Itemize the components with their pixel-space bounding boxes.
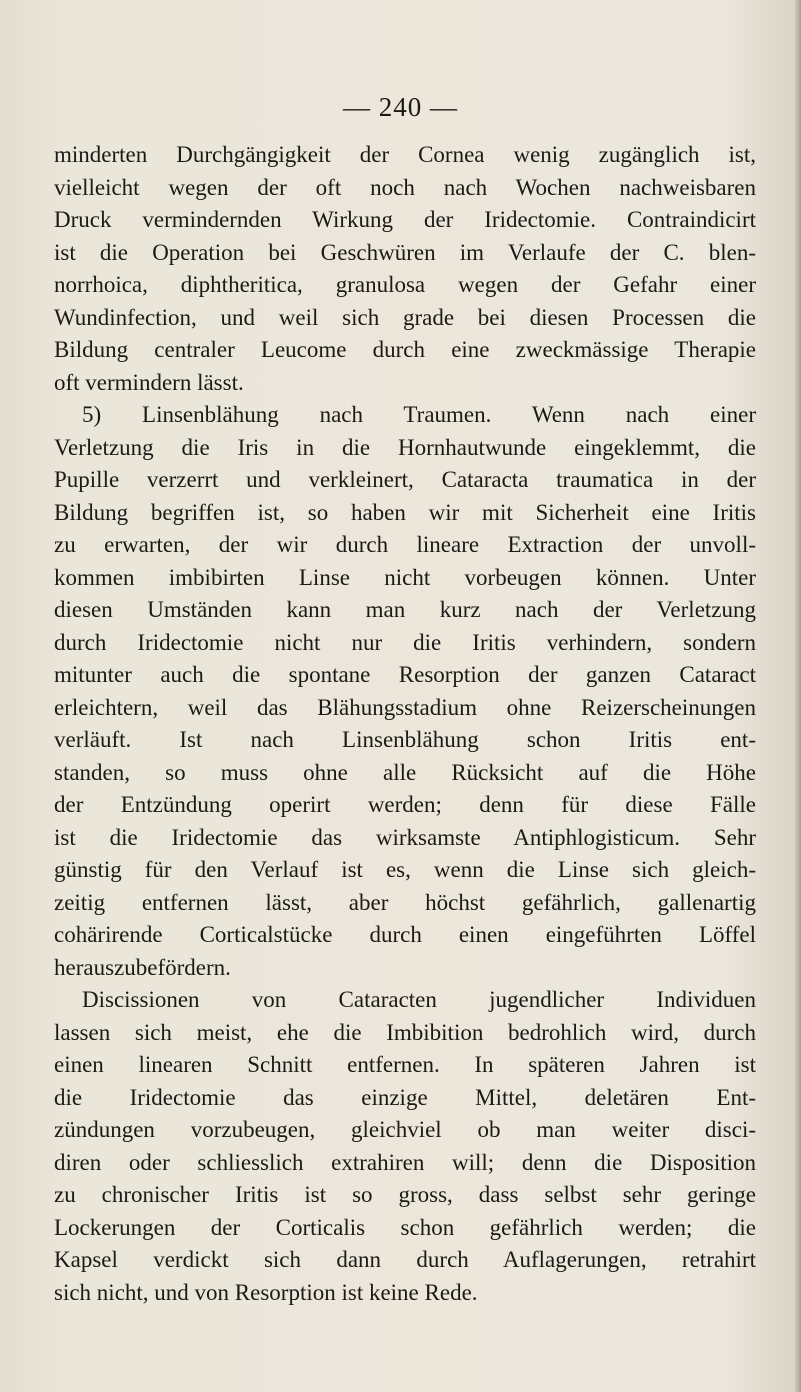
text-line: ist die Operation bei Geschwüren im Verlaufe der C. blen- [54, 239, 756, 265]
text-line: herauszubefördern. [54, 954, 231, 980]
text-line: mitunter auch die spontane Resorption der ganzen Cataract [54, 662, 756, 687]
text-line: Druck vermindernden Wirkung der Iridectomie. Contraindicirt [54, 207, 756, 232]
text-line: durch Iridectomie nicht nur die Iritis verhindern, sondern [54, 629, 756, 655]
text-line: zu chronischer Iritis ist so gross, dass selbst sehr geringe [54, 1182, 756, 1207]
text-line: Pupille verzerrt und verkleinert, Cataracta traumatica in der [54, 467, 756, 492]
text-line: zu erwarten, der wir durch lineare Extraction der unvoll- [54, 532, 756, 557]
text-line: Kapsel verdickt sich dann durch Auflagerungen, retrahirt [54, 1247, 756, 1272]
text-line: cohärirende Corticalstücke durch einen eingeführten Löffel [54, 922, 756, 947]
text-line: standen, so muss ohne alle Rücksicht auf die Höhe [54, 759, 756, 785]
text-line: einen linearen Schnitt entfernen. In späteren Jahren ist [54, 1052, 756, 1077]
text-line: verläuft. Ist nach Linsenblähung schon Iritis ent- [54, 727, 756, 752]
text-line: sich nicht, und von Resorption ist keine Rede. [54, 1279, 478, 1305]
text-line: zeitig entfernen lässt, aber höchst gefährlich, gallenartig [54, 889, 756, 915]
body-text [54, 139, 756, 1309]
text-line: günstig für den Verlauf ist es, wenn die Linse sich gleich- [54, 857, 756, 882]
text-line: norrhoica, diphtheritica, granulosa wegen der Gefahr einer [54, 272, 756, 297]
text-line: diren oder schliesslich extrahiren will; denn die Disposition [54, 1149, 756, 1175]
page-number: — 240 — [343, 92, 458, 122]
text-line: ist die Iridectomie das wirksamste Antiphlogisticum. Sehr [54, 824, 756, 850]
page-edge-shadow [795, 0, 801, 1392]
text-line: minderten Durchgängigkeit der Cornea wenig zugänglich ist, [54, 142, 756, 167]
text-line: diesen Umständen kann man kurz nach der Verletzung [54, 597, 756, 622]
text-line: Verletzung die Iris in die Hornhautwunde eingeklemmt, die [54, 434, 756, 460]
text-line: erleichtern, weil das Blähungsstadium ohne Reizerscheinungen [54, 694, 756, 720]
text-line: 5) Linsenblähung nach Traumen. Wenn nach einer [82, 402, 756, 427]
text-line: Bildung begriffen ist, so haben wir mit Sicherheit eine Iritis [54, 499, 756, 525]
text-line: Wundinfection, und weil sich grade bei diesen Processen die [54, 304, 756, 330]
text-line: oft vermindern lässt. [54, 369, 244, 395]
text-line: kommen imbibirten Linse nicht vorbeugen können. Unter [54, 564, 756, 590]
text-line: Discissionen von Cataracten jugendlicher Individuen [82, 987, 756, 1012]
text-line: Bildung centraler Leucome durch eine zweckmässige Therapie [54, 337, 756, 362]
text-line: zündungen vorzubeugen, gleichviel ob man weiter disci- [54, 1117, 756, 1142]
text-line: Lockerungen der Corticalis schon gefährlich werden; die [54, 1214, 756, 1240]
text-line: lassen sich meist, ehe die Imbibition bedrohlich wird, durch [54, 1019, 756, 1045]
text-line: vielleicht wegen der oft noch nach Wochen nachweisbaren [54, 174, 756, 200]
text-line: die Iridectomie das einzige Mittel, deletären Ent- [54, 1084, 756, 1110]
text-line: der Entzündung operirt werden; denn für diese Fälle [54, 792, 756, 817]
